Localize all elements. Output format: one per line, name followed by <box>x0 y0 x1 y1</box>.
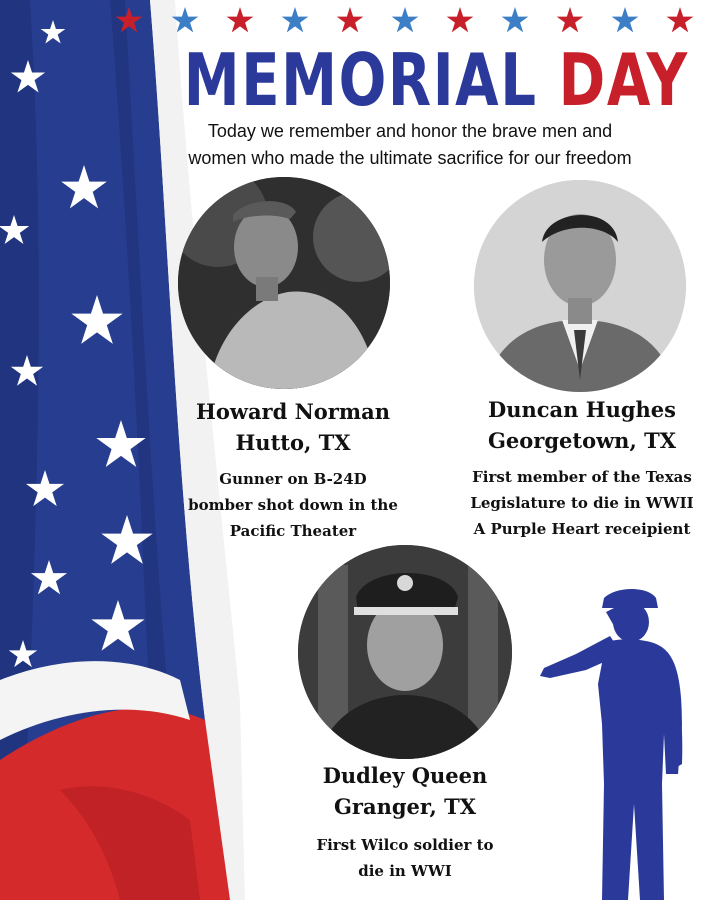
name-line: Dudley Queen <box>322 763 488 788</box>
person-description <box>452 464 712 542</box>
person-name <box>168 396 418 458</box>
star-icon <box>667 7 694 32</box>
hometown-line: Granger, TX <box>334 794 476 819</box>
subtitle-line: women who made the ultimate sacrifice for our freedom <box>188 148 632 168</box>
person-name <box>452 394 712 456</box>
decorative-star-row <box>100 4 710 38</box>
description-line: die in WWI <box>358 862 452 880</box>
star-icon <box>227 7 254 32</box>
person-description <box>290 832 520 884</box>
star-icon <box>612 7 639 32</box>
star-icon <box>116 7 143 32</box>
portrait-howard-norman <box>178 177 390 389</box>
name-line: Duncan Hughes <box>488 397 676 422</box>
star-icon <box>337 7 364 32</box>
title-day: DAY <box>558 38 689 122</box>
hometown-line: Hutto, TX <box>235 430 351 455</box>
subtitle-line: Today we remember and honor the brave men and <box>207 121 613 141</box>
name-line: Howard Norman <box>196 399 390 424</box>
title-memorial: MEMORIAL <box>183 38 538 122</box>
description-line: Pacific Theater <box>229 522 357 540</box>
poster-title <box>183 38 689 122</box>
star-icon <box>502 7 529 32</box>
star-icon <box>447 7 474 32</box>
poster-subtitle <box>130 118 690 172</box>
description-line: Gunner on B-24D <box>219 470 367 488</box>
star-icon <box>557 7 584 32</box>
hometown-line: Georgetown, TX <box>487 428 676 453</box>
person-name <box>290 760 520 822</box>
description-line: First member of the Texas <box>472 468 692 486</box>
star-icon <box>392 7 419 32</box>
star-icon <box>172 7 199 32</box>
description-line: First Wilco soldier to <box>316 836 494 854</box>
description-line: A Purple Heart receipient <box>473 520 691 538</box>
portrait-dudley-queen <box>298 545 512 759</box>
description-line: Legislature to die in WWII <box>470 494 694 512</box>
star-icon <box>282 7 309 32</box>
description-line: bomber shot down in the <box>188 496 398 514</box>
portrait-duncan-hughes <box>474 180 686 392</box>
person-description <box>168 466 418 544</box>
saluting-soldier-silhouette <box>536 584 712 900</box>
